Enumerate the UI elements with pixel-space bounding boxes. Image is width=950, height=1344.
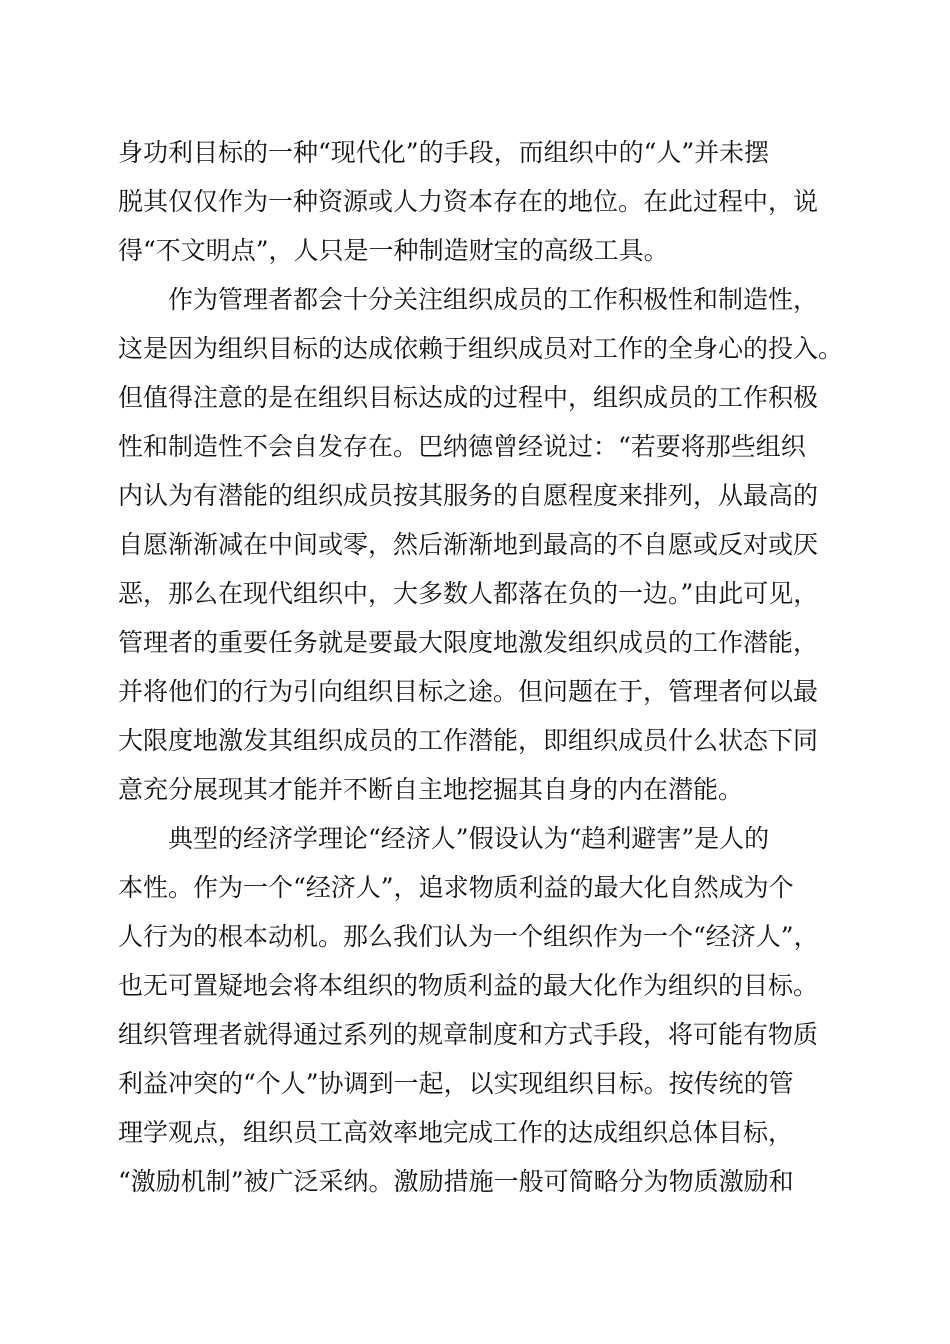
text-line: 本性。作为一个“经济人”，追求物质利益的最大化自然成为个 (118, 873, 794, 902)
text-line: 并将他们的行为引向组织目标之途。但问题在于，管理者何以最 (118, 677, 819, 706)
text-line: 性和制造性不会自发存在。巴纳德曾经说过：“若要将那些组织 (118, 432, 806, 461)
text-line: 典型的经济学理论“经济人”假设认为“趋利避害”是人的 (168, 824, 770, 853)
paragraph-3 (118, 814, 838, 1206)
text-line: 身功利目标的一种“现代化”的手段，而组织中的“人”并未摆 (118, 138, 770, 167)
text-line: 组织管理者就得通过系列的规章制度和方式手段，将可能有物质 (118, 1020, 819, 1049)
text-line: 内认为有潜能的组织成员按其服务的自愿程度来排列，从最高的 (118, 481, 819, 510)
text-line: “激励机制”被广泛采纳。激励措施一般可简略分为物质激励和 (118, 1167, 794, 1196)
text-line: 大限度地激发其组织成员的工作潜能，即组织成员什么状态下同 (118, 726, 819, 755)
paragraph-2 (118, 275, 844, 814)
text-line: 利益冲突的“个人”协调到一起，以实现组织目标。按传统的管 (118, 1069, 794, 1098)
paragraph-1 (118, 128, 838, 275)
text-line: 恶，那么在现代组织中，大多数人都落在负的一边。”由此可见， (118, 579, 819, 608)
text-line: 自愿渐渐减在中间或零，然后渐渐地到最高的不自愿或反对或厌 (118, 530, 819, 559)
text-line: 得“不文明点”，人只是一种制造财宝的高级工具。 (118, 236, 669, 265)
text-line: 也无可置疑地会将本组织的物质利益的最大化作为组织的目标。 (118, 971, 819, 1000)
text-line: 意充分展现其才能并不断自主地挖掘其自身的内在潜能。 (118, 775, 744, 804)
document-body (118, 128, 844, 1206)
text-line: 这是因为组织目标的达成依赖于组织成员对工作的全身心的投入。 (118, 334, 844, 363)
text-line: 但值得注意的是在组织目标达成的过程中，组织成员的工作积极 (118, 383, 819, 412)
text-line: 管理者的重要任务就是要最大限度地激发组织成员的工作潜能， (118, 628, 819, 657)
text-line: 理学观点，组织员工高效率地完成工作的达成组织总体目标， (118, 1118, 794, 1147)
text-line: 脱其仅仅作为一种资源或人力资本存在的地位。在此过程中，说 (118, 187, 819, 216)
text-line: 作为管理者都会十分关注组织成员的工作积极性和制造性， (168, 285, 819, 314)
text-line: 人行为的根本动机。那么我们认为一个组织作为一个“经济人”， (118, 922, 819, 951)
